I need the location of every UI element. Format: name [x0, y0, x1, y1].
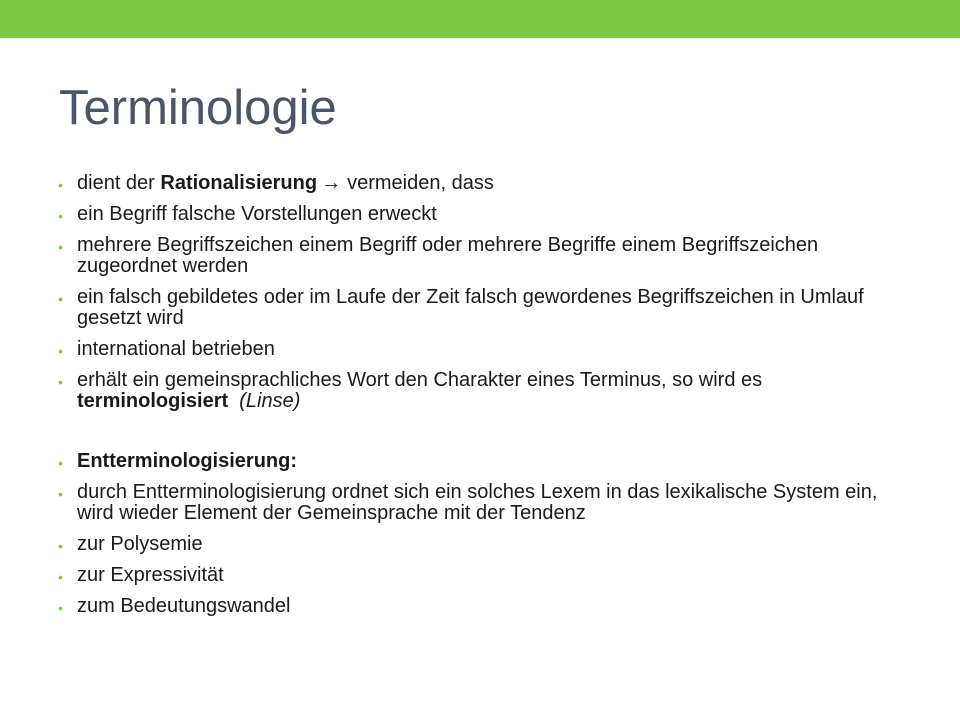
bullet-dot-icon: • [58, 455, 63, 471]
bullet-item [58, 482, 918, 524]
bullet-item [58, 565, 918, 586]
bullet-text: erhält ein gemeinsprachliches Wort den Charakter eines Terminus, so wird es [77, 369, 763, 391]
bullet-dot-icon: • [58, 569, 63, 585]
bullet-dot-icon: • [58, 486, 63, 502]
bullet-item [58, 287, 918, 329]
bullet-item [58, 534, 918, 555]
bullet-text: international betrieben [77, 338, 275, 360]
bullet-item [58, 204, 918, 225]
bullet-text: vermeiden, dass [347, 172, 494, 194]
slide-title: Terminologie [59, 81, 337, 135]
top-accent-bar [0, 0, 960, 38]
bullet-text: ein Begriff falsche Vorstellungen erweckt [77, 203, 437, 225]
bullet-text: zur Expressivität [77, 564, 224, 586]
bullet-dot-icon: • [58, 208, 63, 224]
bullet-item [58, 339, 918, 360]
bullet-dot-icon: • [58, 600, 63, 616]
right-arrow-icon: → [321, 172, 342, 194]
bullet-text: ein falsch gebildetes oder im Laufe der Zeit falsch gewordenes Begriffszeichen in Umlauf gesetzt wird [77, 286, 864, 329]
bullet-item [58, 451, 918, 472]
bullet-text: zur Polysemie [77, 533, 203, 555]
bullet-bold-text: Rationalisierung [160, 172, 318, 194]
bullet-dot-icon: • [58, 291, 63, 307]
bullet-item [58, 235, 918, 277]
bullet-item [58, 370, 918, 412]
bullet-text: mehrere Begriffszeichen einem Begriff oder mehrere Begriffe einem Begriffszeichen zugeordnet werden [77, 234, 819, 277]
bullet-dot-icon: • [58, 343, 63, 359]
bullet-text: dient der [77, 172, 161, 194]
bullet-dot-icon: • [58, 538, 63, 554]
bullet-bold-text: terminologisiert [77, 390, 229, 412]
bullet-list [58, 173, 918, 627]
bullet-bold-text: Entterminologisierung: [77, 450, 297, 472]
bullet-text: durch Entterminologisierung ordnet sich ein solches Lexem in das lexikalische System ein, wird wieder Element der Gemeinsprache mit der Tendenz [77, 481, 878, 524]
bullet-dot-icon: • [58, 177, 63, 193]
bullet-item [58, 596, 918, 617]
bullet-citation: (Linse) [239, 390, 301, 412]
bullet-item [58, 173, 918, 194]
bullet-dot-icon: • [58, 374, 63, 390]
bullet-dot-icon: • [58, 239, 63, 255]
bullet-text: zum Bedeutungswandel [77, 595, 291, 617]
